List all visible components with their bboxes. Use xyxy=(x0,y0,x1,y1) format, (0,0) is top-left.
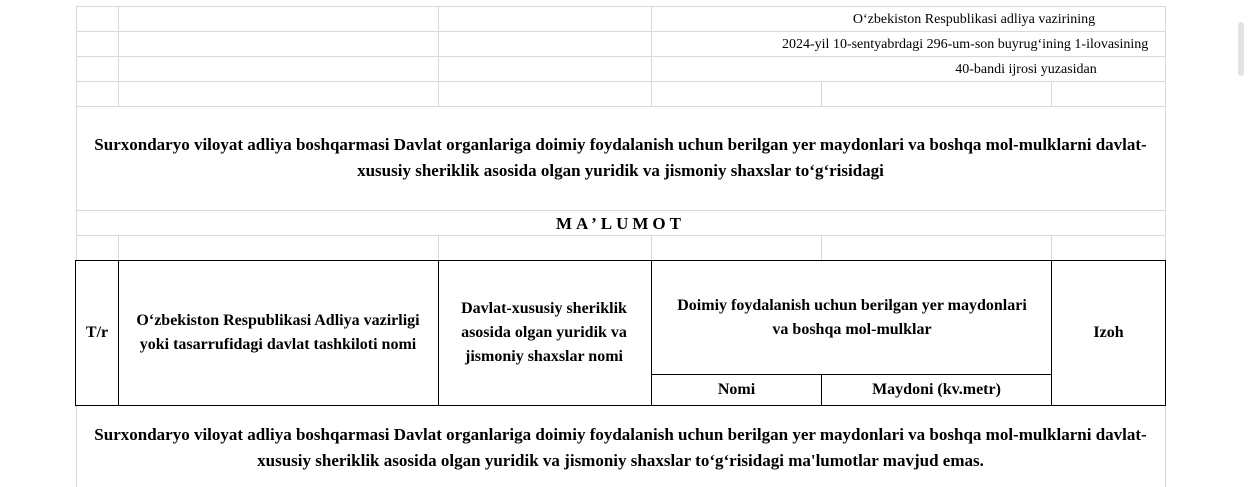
header-line-3: 40-bandi ijrosi yuzasidan xyxy=(955,62,1097,77)
column-header-organization: O‘zbekiston Respublikasi Adliya vazirligi yoki tasarrufidagi davlat tashkiloti nomi xyxy=(136,312,420,353)
column-header-land-group: Doimiy foydalanish uchun berilgan yer maydonlari va boshqa mol-mulklar xyxy=(677,296,1027,338)
column-header-note: Izoh xyxy=(1093,324,1124,341)
no-data-note: Surxondaryo viloyat adliya boshqarmasi Davlat organlariga doimiy foydalanish uchun berilgan yer maydonlari va boshqa mol-mulklarni davlat-xususiy sheriklik asosida olgan yuridik va jismoniy shaxslar to‘g‘risidagi ma'lumotlar mavjud emas. xyxy=(94,425,1147,470)
header-line-2: 2024-yil 10-sentyabrdagi 296-um-son buyrug‘ining 1-ilovasining xyxy=(782,37,1149,52)
column-header-tr: T/r xyxy=(85,324,109,341)
column-header-area: Maydoni (kv.metr) xyxy=(872,381,1001,398)
column-header-name: Nomi xyxy=(717,381,756,398)
column-header-entity: Davlat-xususiy sheriklik asosida olgan yuridik va jismoniy shaxslar nomi xyxy=(461,300,627,365)
document-title: Surxondaryo viloyat adliya boshqarmasi Davlat organlariga doimiy foydalanish uchun berilgan yer maydonlari va boshqa mol-mulklarni davlat-xususiy sheriklik asosida olgan yuridik va jismoniy shaxslar to‘g‘risidagi xyxy=(94,135,1147,180)
header-line-1: O‘zbekiston Respublikasi adliya vazirining xyxy=(852,12,1096,27)
vertical-scrollbar[interactable] xyxy=(1238,22,1244,76)
document-subtitle: MA’LUMOT xyxy=(556,214,685,233)
